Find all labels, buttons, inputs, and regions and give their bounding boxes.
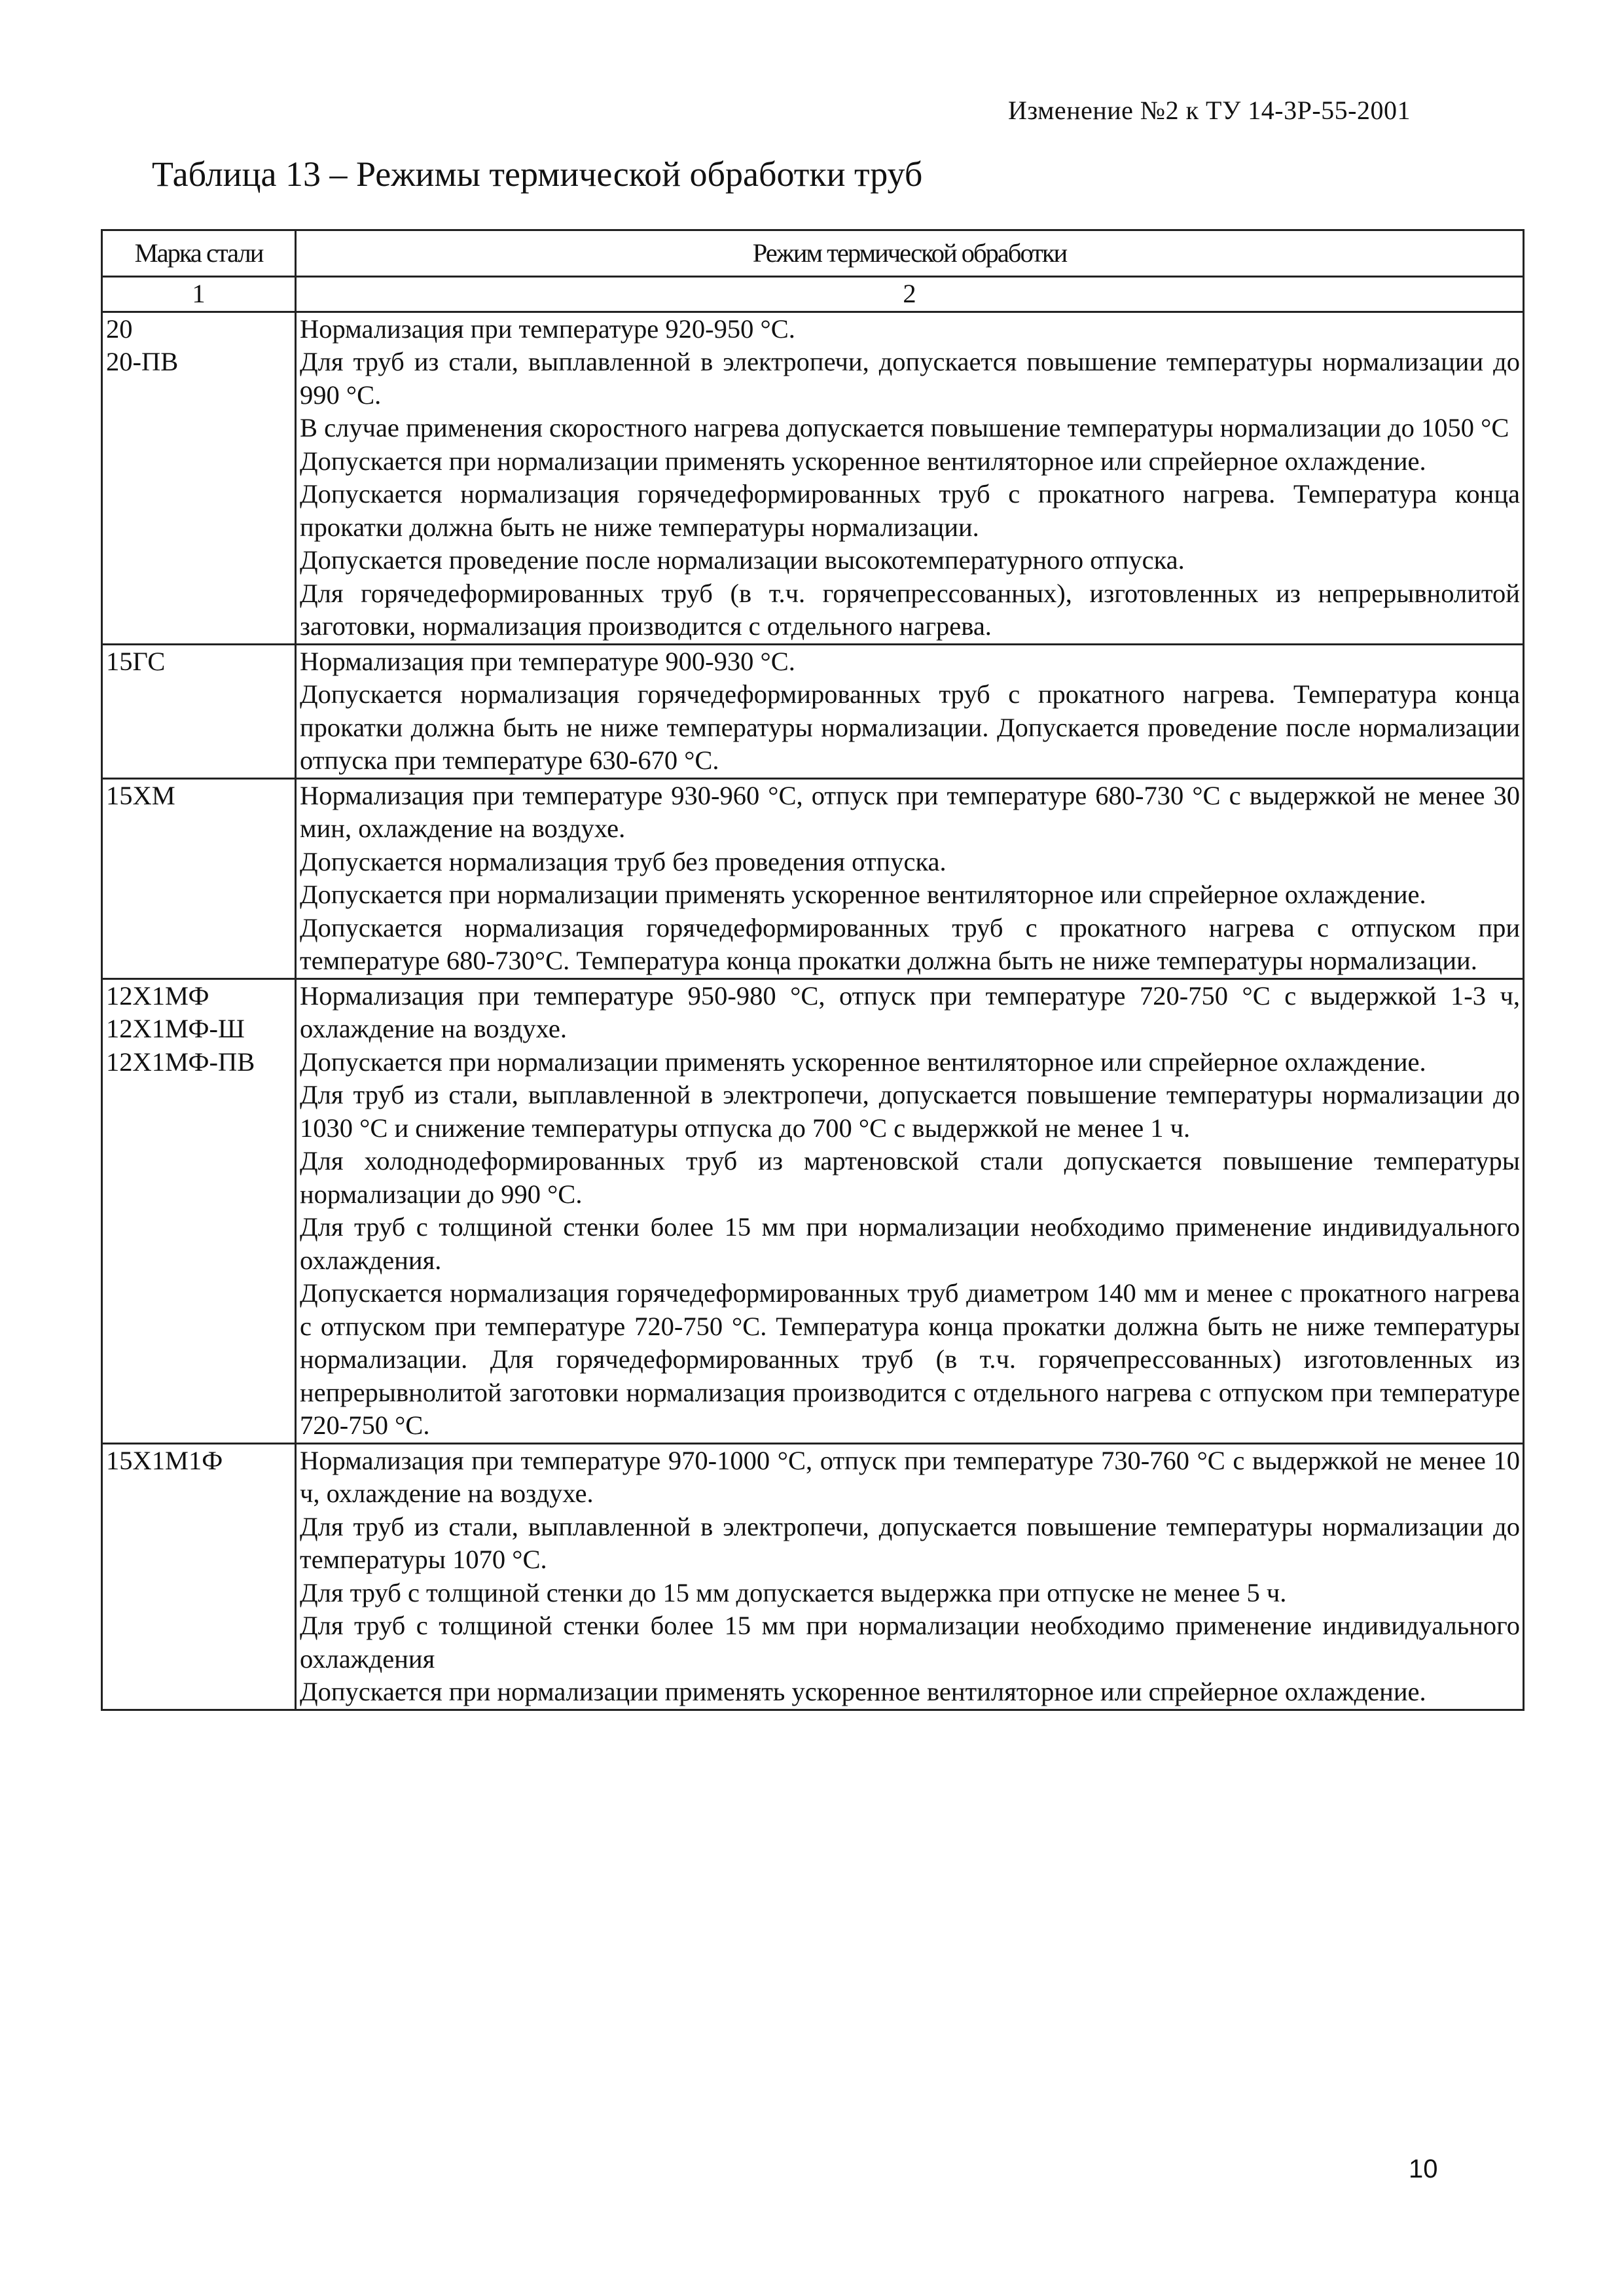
- steel-grade: 15ХМ: [106, 780, 175, 810]
- treatment-paragraph: Допускается при нормализации применять ускоренное вентиляторное или спрейерное охлаждение.: [300, 1677, 1426, 1706]
- table-header-row: [102, 230, 1524, 277]
- treatment-paragraph: Допускается проведение после нормализации высокотемпературного отпуска.: [300, 545, 1185, 575]
- steel-grade: 12Х1МФ-Ш: [106, 1014, 245, 1043]
- steel-grade-cell: [102, 1443, 296, 1710]
- treatment-paragraph: Нормализация при температуре 950-980 °С, отпуск при температуре 720-750 °С с выдержкой 1-3 ч, охлаждение на воздухе.: [300, 980, 1520, 1043]
- steel-grade-cell: [102, 644, 296, 778]
- steel-grade: 12Х1МФ-ПВ: [106, 1047, 255, 1077]
- treatment-paragraph: Допускается нормализация горячедеформированных труб с прокатного нагрева с отпуском при температуре 680-730°С. Температура конца прокатки должна быть не ниже температуры нормализации.: [300, 912, 1520, 975]
- steel-grade: 15ГС: [106, 646, 166, 676]
- treatment-paragraph: В случае применения скоростного нагрева допускается повышение температуры нормализации до 1050 °С: [300, 413, 1509, 442]
- treatment-paragraph: Нормализация при температуре 920-950 °С.: [300, 314, 795, 344]
- treatment-paragraph: Допускается нормализация горячедеформированных труб диаметром 140 мм и менее с прокатного нагрева с отпуском при температуре 720-750 °С. Температура конца прокатки должна быть не ниже температуры нормализации. Для горячедеформированных труб (в т.ч. горячепрессованных) изготовленных из непрерывнолитой заготовки нормализация производится с отдельного нагрева с отпуском при температуре 720-750 °С.: [300, 1278, 1520, 1440]
- page-number: 10: [1409, 2155, 1438, 2183]
- treatment-paragraph: Допускается при нормализации применять ускоренное вентиляторное или спрейерное охлаждение.: [300, 880, 1426, 909]
- treatment-mode-cell: [296, 978, 1524, 1443]
- treatment-paragraph: Допускается нормализация горячедеформированных труб с прокатного нагрева. Температура конца прокатки должна быть не ниже температуры нормализации.: [300, 479, 1520, 542]
- steel-grade: 20-ПВ: [106, 347, 179, 376]
- treatment-paragraph: Для горячедеформированных труб (в т.ч. горячепрессованных), изготовленных из непрерывнолитой заготовки, нормализация производится с отдельного нагрева.: [300, 578, 1520, 641]
- treatment-paragraph: Нормализация при температуре 970-1000 °С, отпуск при температуре 730-760 °С с выдержкой не менее 10 ч, охлаждение на воздухе.: [300, 1445, 1520, 1508]
- steel-grade-cell: [102, 978, 296, 1443]
- header-steel-grade: Марка стали: [102, 230, 296, 277]
- column-number-row: [102, 277, 1524, 312]
- table-title: Таблица 13 – Режимы термической обработки труб: [152, 154, 923, 194]
- treatment-paragraph: Для труб с толщиной стенки более 15 мм при нормализации необходимо применение индивидуального охлаждения: [300, 1611, 1520, 1674]
- table-row: [102, 978, 1524, 1443]
- table-row: [102, 312, 1524, 644]
- heat-treatment-table: [101, 229, 1525, 1711]
- column-number: 2: [296, 277, 1524, 312]
- steel-grade: 15Х1М1Ф: [106, 1445, 223, 1475]
- table-row: [102, 778, 1524, 978]
- treatment-paragraph: Нормализация при температуре 900-930 °С.: [300, 646, 795, 676]
- treatment-paragraph: Для труб из стали, выплавленной в электропечи, допускается повышение температуры нормализации до 1030 °С и снижение температуры отпуска до 700 °С с выдержкой не менее 1 ч.: [300, 1080, 1520, 1143]
- document-reference: Изменение №2 к ТУ 14-3Р-55-2001: [1008, 96, 1411, 125]
- column-number: 1: [102, 277, 296, 312]
- steel-grade: 12Х1МФ: [106, 980, 209, 1011]
- treatment-mode-cell: [296, 312, 1524, 644]
- treatment-paragraph: Допускается нормализация труб без проведения отпуска.: [300, 846, 947, 876]
- treatment-paragraph: Для труб с толщиной стенки более 15 мм при нормализации необходимо применение индивидуального охлаждения.: [300, 1212, 1520, 1275]
- treatment-mode-cell: [296, 778, 1524, 978]
- treatment-paragraph: Для труб из стали, выплавленной в электропечи, допускается повышение температуры нормализации до 990 °С.: [300, 347, 1520, 410]
- treatment-paragraph: Допускается при нормализации применять ускоренное вентиляторное или спрейерное охлаждение.: [300, 446, 1426, 476]
- steel-grade-cell: [102, 778, 296, 978]
- treatment-paragraph: Для труб с толщиной стенки до 15 мм допускается выдержка при отпуске не менее 5 ч.: [300, 1577, 1287, 1607]
- treatment-paragraph: Допускается при нормализации применять ускоренное вентиляторное или спрейерное охлаждение.: [300, 1047, 1426, 1077]
- treatment-paragraph: Для холоднодеформированных труб из мартеновской стали допускается повышение температуры нормализации до 990 °С.: [300, 1146, 1520, 1209]
- steel-grade-cell: [102, 312, 296, 644]
- header-treatment-mode: Режим термической обработки: [296, 230, 1524, 277]
- treatment-paragraph: Для труб из стали, выплавленной в электропечи, допускается повышение температуры нормализации до температуры 1070 °С.: [300, 1511, 1520, 1574]
- treatment-mode-cell: [296, 644, 1524, 778]
- table-row: [102, 644, 1524, 778]
- steel-grade: 20: [106, 314, 133, 344]
- table-row: [102, 1443, 1524, 1710]
- treatment-mode-cell: [296, 1443, 1524, 1710]
- treatment-paragraph: Нормализация при температуре 930-960 °С, отпуск при температуре 680-730 °С с выдержкой не менее 30 мин, охлаждение на воздухе.: [300, 780, 1520, 843]
- treatment-paragraph: Допускается нормализация горячедеформированных труб с прокатного нагрева. Температура конца прокатки должна быть не ниже температуры нормализации. Допускается проведение после нормализации отпуска при температуре 630-670 °С.: [300, 679, 1520, 775]
